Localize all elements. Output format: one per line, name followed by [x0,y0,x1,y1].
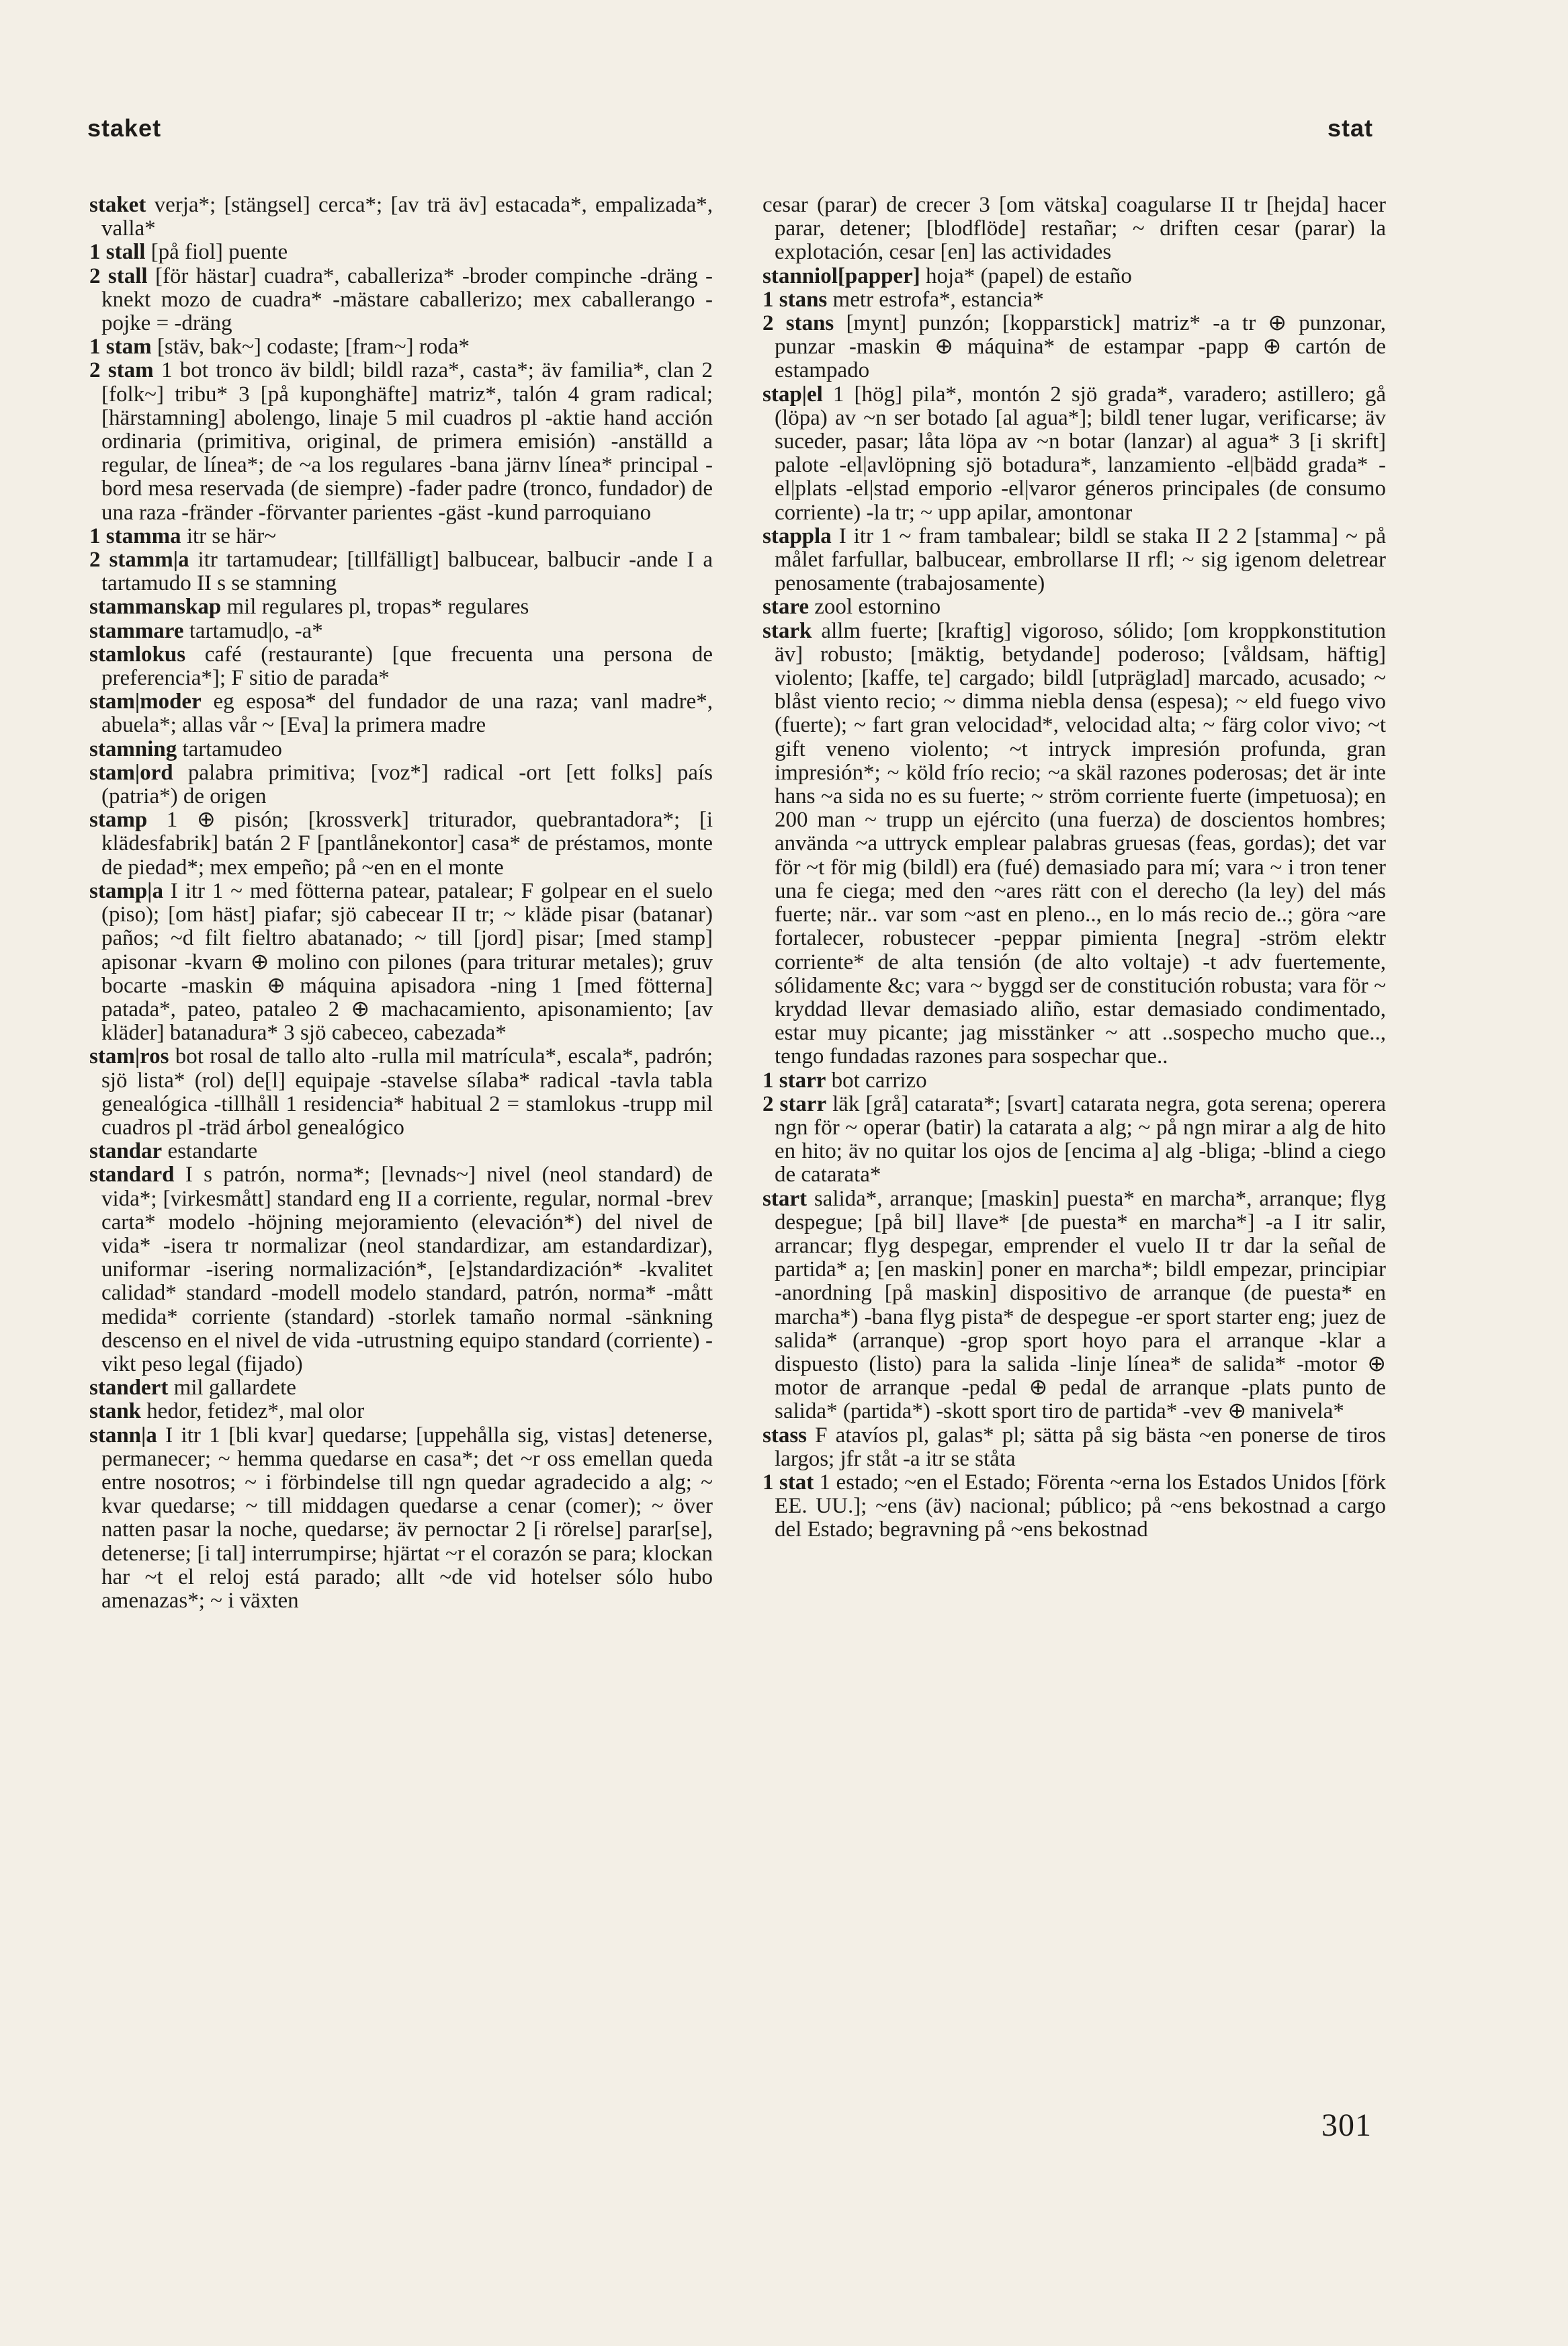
definition: café (restaurante) [que frecuenta una persona de preferencia*]; F sitio de parada* [101,642,713,691]
dictionary-entry [763,525,1386,596]
headword: 1 starr [763,1068,826,1093]
headword: stamp [89,808,148,833]
definition: [mynt] punzón; [kopparstick] matriz* -a tr ⊕ punzonar, punzar -maskin ⊕ máquina* de estampar -papp ⊕ cartón de estampado [775,311,1386,383]
dictionary-entry [763,1093,1386,1187]
dictionary-entry [89,265,713,336]
headword: 2 stans [763,311,834,336]
dictionary-entry [89,548,713,595]
dictionary-entry [89,620,713,643]
dictionary-entry [89,1045,713,1140]
headword: standard [89,1163,175,1187]
definition: palabra primitiva; [voz*] radical -ort [ett folks] país (patria*) de origen [101,760,713,809]
definition: F atavíos pl, galas* pl; sätta på sig bästa ~en ponerse de tiros largos; jfr ståt -a itr se ståta [775,1423,1387,1471]
definition: bot rosal de tallo alto -rulla mil matrícula*, escala*, padrón; sjö lista* (rol) de[l] equipaje -stavelse sílaba* radical -tavla tabla genealógica -tillhåll 1 residencia* habitual 2 = stamlokus -trupp mil cuadros pl -träd árbol genealógico [101,1044,713,1140]
dictionary-entry [89,359,713,524]
running-head-left: staket [87,114,162,142]
headword: stappla [763,523,832,548]
definition: mil gallardete [173,1376,296,1400]
dictionary-entry [763,312,1386,383]
definition: läk [grå] catarata*; [svart] catarata negra, gota serena; operera ngn för ~ operar (batir) la catarata a alg; ~ på ngn mirar a alg de hito en hito; äv no quitar los ojos de [encima a] alg -bliga; -blind a ciego de catarata* [775,1091,1386,1187]
dictionary-entry [763,1471,1386,1542]
headword: 2 stam [89,358,154,383]
running-head-right: stat [1327,114,1373,142]
dictionary-entry [763,1424,1386,1471]
headword: staket [89,193,146,217]
definition: 1 [hög] pila*, montón 2 sjö grada*, varadero; astillero; gå (löpa) av ~n ser botado [al agua*]; bildl tener lugar, verificarse; äv suceder, pasar; låta löpa av ~n botar (lanzar) al agua* 3 [i skrift] palote -el|avlöpning sjö botadura*, lanzamiento -el|bädd grada* -el|plats -el|stad emporio -el|varor géneros principales (de consumo corriente) -la tr; ~ upp apilar, amontonar [775,382,1387,525]
dictionary-entry [763,595,1386,619]
definition: itr tartamudear; [tillfälligt] balbucear, balbucir -ande I a tartamudo II s se stamning [101,548,713,596]
headword: stare [763,595,810,620]
dictionary-entry [89,738,713,761]
definition: salida*, arranque; [maskin] puesta* en marcha*, arranque; flyg despegue; [på bil] llave* [de puesta* en marcha*] -a I itr salir, arrancar; flyg despegar, emprender el vuelo II tr dar la señal de partida* a; [en maskin] poner en marcha*; bildl empezar, principiar -anordning [på maskin] dispositivo de arranque (de puesta* en marcha*) -bana flyg pista* de despegue -er sport starter eng; juez de salida* (arranque) -grop sport hoyo para el arranque -klar a dispuesto (listo) para la salida -linje línea* de salida* -motor ⊕ motor de arranque -pedal ⊕ pedal de arranque -plats punto de salida* (partida*) -skott sport tiro de partida* -vev ⊕ manivela* [775,1186,1386,1424]
headword: stark [763,618,812,643]
dictionary-entry [89,761,713,808]
definition: [på fiol] puente [150,240,288,265]
definition: tartamudeo [182,737,282,761]
definition: 1 bot tronco äv bildl; bildl raza*, casta*; äv familia*, clan 2 [folk~] tribu* 3 [på kuponghäfte] matriz*, talón 4 gram radical; [härstamning] abolengo, linaje 5 mil cuadros pl -aktie hand acción ordinaria (primitiva, original, de primera emisión) -anställd a regular, de línea*; de ~a los regulares -bana järnv línea* principal -bord mesa reservada (de siempre) -fader padre (tronco, fundador) de una raza -fränder -förvanter parientes -gäst -kund parroquiano [101,358,713,525]
definition: hedor, fetidez*, mal olor [146,1399,365,1424]
headword: stamning [89,737,177,761]
dictionary-entry [763,265,1386,288]
headword: 2 stall [89,263,148,288]
definition: metr estrofa*, estancia* [832,287,1044,312]
headword: start [763,1186,807,1211]
definition: [för hästar] cuadra*, caballeriza* -broder compinche -dräng -knekt mozo de cuadra* -mästare caballerizo; mex caballerango -pojke = -dräng [101,263,713,336]
headword: stamp|a [89,878,163,903]
right-column [763,194,1386,1542]
dictionary-entry [89,194,713,241]
dictionary-entry [89,595,713,619]
headword: stass [763,1423,808,1448]
headword: stank [89,1399,142,1424]
dictionary-entry [89,1424,713,1614]
headword: stam|moder [89,689,202,714]
headword: stam|ord [89,760,173,785]
definition: 1 estado; ~en el Estado; Förenta ~erna los Estados Unidos [förk EE. UU.]; ~ens (äv) nacional; público; på ~ens bekostnad a cargo del Estado; begravning på ~ens bekostnad [775,1470,1386,1542]
headword: 1 stat [763,1470,814,1495]
dictionary-entry [89,1140,713,1163]
definition: estandarte [167,1139,258,1164]
definition: eg esposa* del fundador de una raza; vanl madre*, abuela*; allas vår ~ [Eva] la primera madre [101,689,713,738]
definition: I itr 1 [bli kvar] quedarse; [uppehålla sig, vistas] detenerse, permanecer; ~ hemma quedarse en casa*; det ~r oss emellan queda entre nosotros; ~ i förbindelse till ngn quedar agradecido a alg; ~ kvar quedarse; ~ till middagen quedarse a cenar (comer); ~ över natten pasar la noche, quedarse; äv pernoctar 2 [i rörelse] parar[se], detenerse; [i tal] interrumpirse; hjärtat ~r el corazón se para; klockan har ~t el reloj está parado; allt ~de vid hotelser sólo hubo amenazas*; ~ i växten [101,1423,713,1613]
dictionary-entry [763,620,1386,1069]
headword: stann|a [89,1423,157,1448]
dictionary-entry [89,643,713,690]
headword: 1 stam [89,335,152,360]
headword: stammanskap [89,595,222,620]
definition: hoja* (papel) de estaño [925,263,1132,288]
headword: 1 stans [763,287,828,312]
dictionary-entry [89,808,713,880]
headword: stap|el [763,382,823,407]
dictionary-entry [763,194,1386,265]
dictionary-entry [89,525,713,548]
definition: I itr 1 ~ fram tambalear; bildl se staka II 2 2 [stamma] ~ på målet farfullar, balbucear, embrollarse II rfl; ~ sig igenom deletrear penosamente (trabajosamente) [775,523,1386,596]
dictionary-entry [89,880,713,1045]
definition: tartamud|o, -a* [189,618,323,643]
definition: bot carrizo [831,1068,927,1093]
dictionary-entry [89,1163,713,1376]
dictionary-entry [89,1376,713,1400]
headword: 2 starr [763,1091,827,1116]
headword: 1 stall [89,240,146,265]
definition: itr se här~ [186,523,277,548]
dictionary-entry [763,383,1386,525]
headword: stam|ros [89,1044,169,1069]
definition: I s patrón, norma*; [levnads~] nivel (neol standard) de vida*; [virkesmått] standard eng II a corriente, regular, normal -brev carta* modelo -höjning mejoramiento (elevación*) del nivel de vida* -isera tr normalizar (neol standardizar, am estandardizar), uniformar -isering normalización*, [e]standardización* -kvalitet calidad* standard -modell modelo standard, patrón, norma* -mått medida* corriente (standard) -storlek tamaño normal -sänkning descenso en el nivel de vida -utrustning equipo standard (corriente) -vikt peso legal (fijado) [101,1163,713,1376]
dictionary-entry [89,1400,713,1423]
definition: I itr 1 ~ med fötterna patear, patalear; F golpear en el suelo (piso); [om häst] piafar; sjö cabecear II tr; ~ kläde pisar (batanar) paños; ~d filt fieltro abatanado; ~ till [jord] pisar; [med stamp] apisonar -kvarn ⊕ molino con pilones (para triturar metales); gruv bocarte -maskin ⊕ máquina apisadora -ning 1 [med fötterna] patada*, pateo, pataleo 2 ⊕ machacamiento, apisonamiento; [av kläder] batanadura* 3 sjö cabeceo, cabezada* [101,878,713,1046]
left-column [89,194,713,1613]
headword: standar [89,1139,163,1164]
definition: allm fuerte; [kraftig] vigoroso, sólido; [om kroppkonstitution äv] robusto; [mäktig, betydande] poderoso; [våldsam, häftig] violento; [kaffe, te] cargado; bildl [utpräglad] marcado, acusado; ~ blåst viento recio; ~ dimma niebla densa (espesa); ~ eld fuego vivo (fuerte); ~ fart gran velocidad*, velocidad alta; ~ färg color vivo; ~t gift veneno violento; ~t intryck impresión profunda, gran impresión*; ~ köld frío recio; ~a skäl razones poderosas; det är inte hans ~a sida no es su fuerte; ~ ström corriente fuerte (impetuosa); en 200 man ~ trupp un ejército (una fuerza) de doscientos hombres; använda ~a uttryck emplear palabras gruesas (feas, gordas); det var för ~t för mig (bildl) era (fué) demasiado para mí; vara ~ i tron tener una fe ciega; med den ~ares rätt con el derecho (la ley) del más fuerte; när.. var som ~ast en pleno.., en lo más recio de..; göra ~are fortalecer, robustecer -peppar pimienta [negra] -ström elektr corriente* de alta tensión (de alto voltaje) -t adv fuertemente, sólidamente &c; vara ~ byggd ser de constitución robusta; vara för ~ kryddad llevar demasiado aliño, estar demasiado condimentado, estar muy picante; jag misstänker ~ att ..sospecho mucho que.., tengo fundadas razones para sospechar que.. [775,618,1386,1069]
dictionary-entry [763,1187,1386,1424]
dictionary-entry [89,690,713,737]
definition: cesar (parar) de crecer 3 [om vätska] coagularse II tr [hejda] hacer parar, detener; [blodflöde] restañar; ~ driften cesar (parar) la explotación, cesar [en] las actividades [763,193,1386,265]
headword: standert [89,1376,169,1400]
dictionary-entry [763,288,1386,312]
headword: 1 stamma [89,523,181,548]
headword: stammare [89,618,184,643]
headword: stanniol[papper] [763,263,920,288]
page-number: 301 [1321,2107,1372,2143]
dictionary-entry [89,335,713,359]
definition: [stäv, bak~] codaste; [fram~] roda* [157,335,470,360]
dictionary-entry [89,241,713,264]
definition: verja*; [stängsel] cerca*; [av trä äv] estacada*, empalizada*, valla* [101,193,713,241]
definition: 1 ⊕ pisón; [krossverk] triturador, quebrantadora*; [i klädesfabrik] batán 2 F [pantlånekontor] casa* de préstamos, monte de piedad*; mex empeño; på ~en en el monte [101,808,713,880]
definition: zool estornino [814,595,941,620]
dictionary-entry [763,1069,1386,1093]
headword: stamlokus [89,642,186,667]
headword: 2 stamm|a [89,548,189,573]
definition: mil regulares pl, tropas* regulares [226,595,529,620]
